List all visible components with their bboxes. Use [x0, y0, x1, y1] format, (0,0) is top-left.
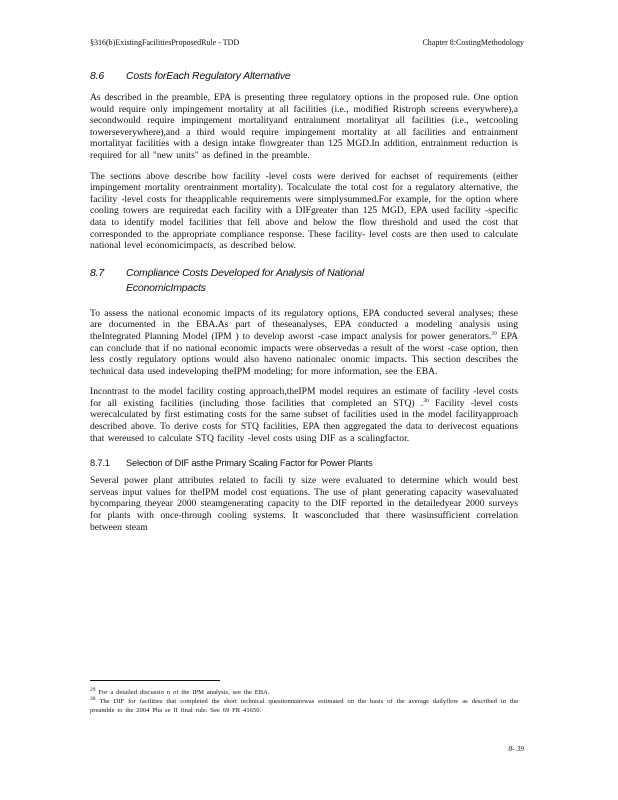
section-8-6-paragraph-1: As described in the preamble, EPA is presenting three regulatory options in the proposed rule. One option would require only impingement mortality at all facilities (i.e., modified Ristroph screens everywhere),a secondwould require impingement mortalityand entrainment mortalityat all facilities (i.e., wetcooling towerseverywhere),and a third would require impingement mortality at all facilities and entrainment mortalityat facilities with a design intake flowgreater than 125 MGD.In addition, entrainment reduction is required for all "new units" as defined in the preamble. [90, 92, 518, 161]
footnote-29 [90, 688, 518, 697]
footnote-ref-29[interactable]: 29 [491, 330, 497, 337]
section-8-7-paragraph-1-part-a: To assess the national economic impacts of its regulatory options, EPA conducted several analyses; these are documented in the EBA.As part of theseanalyses, EPA conducted a modeling analysis using theIntegrated Planning Model (IPM ) to develop aworst -case impact analysis for power generators. [90, 307, 518, 342]
section-8-7-1-number: 8.7.1 [90, 458, 110, 469]
section-8-7-1-paragraph: Several power plant attributes related to facili ty size were evaluated to determine which would best serveas input values for theIPM model cost equations. The use of plant generating capacity wasevaluated bycomparing theyear 2000 steamgenerating capacity to the DIF reported in the detailedyear 2000 surveys for plants with once-through cooling systems. It wasconcluded that there wasinsufficient correlation between steam [90, 475, 518, 533]
section-8-7-paragraph-1 [90, 308, 518, 378]
footnote-30 [90, 697, 518, 715]
section-8-7-1-title: Selection of DIF asthe Primary Scaling Factor for Power Plants [126, 458, 373, 469]
header-document-title: §316(b)ExistingFacilitiesProposedRule - TDD [90, 38, 240, 47]
page-number: 8- 39 [508, 744, 524, 753]
section-8-6-paragraph-2: The sections above describe how facility -level costs were derived for eachset of requirements (either impingement mortality orentrainment mortality). Tocalculate the total cost for a regulatory alternative, the facility -level costs for theapplicable requirements were simplysummed.For example, for the option where cooling towers are requiredat each facility with a DIFgreater than 125 MGD, EPA used facility -specific data to identify model facilities that fell above and below the flow threshold and used the cost that corresponded to the appropriate compliance response. These facility- level costs are then used to calculate national level economicimpacts, as described below. [90, 170, 518, 252]
footnote-29-text: For a detailed discussio n of the IPM analysis, see the EBA. [95, 689, 270, 696]
section-8-6-number: 8.6 [90, 70, 104, 82]
header-chapter-title: Chapter 8:CostingMethodology [422, 38, 524, 47]
main-content [90, 70, 518, 542]
footnote-30-text: The DIF for facilities that completed the short technical questionnairewas estimated on the basis of the average dailyflow as described in the preamble to the 2004 Pha se II final rule. See 69 FR 41650. [90, 698, 518, 714]
section-8-6-title: Costs forEach Regulatory Alternative [126, 70, 291, 82]
footnotes [90, 688, 518, 715]
section-8-7-paragraph-2 [90, 386, 518, 444]
section-8-7-paragraph-2-part-b: Facility -level costs werecalculated by first estimating costs for the same subset of facilities used in the model facilityapproach described above. To derive costs for STQ facilities, EPA then aggregated the data to derivecost equations that wereused to calculate STQ facility -level costs using DIF as a scalingfactor. [90, 397, 518, 444]
footnote-separator [90, 680, 220, 681]
section-8-7-heading [90, 266, 518, 296]
footnote-29-mark: 29 [90, 686, 96, 693]
section-8-7-1-heading [90, 458, 518, 468]
section-8-7-title-line-1: Compliance Costs Developed for Analysis of National [126, 266, 365, 279]
section-8-7-title-line-2: EconomicImpacts [126, 281, 206, 294]
footnote-30-mark: 30 [90, 695, 96, 702]
section-8-7-paragraph-2-part-a: Incontrast to the model facility costing approach,theIPM model requires an estimate of facility -level costs for all existing facilities (including those facilities that completed an STQ) . [90, 386, 518, 409]
footnote-ref-30[interactable]: 30 [423, 397, 429, 404]
section-8-7-paragraph-1-part-b: EPA can conclude that if no national economic impacts were observedas a result of the worst -case option, then less costly regulatory options would also haveno nationalec onomic impacts. This section describes the technical data used indeveloping theIPM modeling; for more information, see the EBA. [90, 330, 518, 377]
section-8-7-number: 8.7 [90, 266, 104, 279]
section-8-6-heading [90, 70, 518, 82]
